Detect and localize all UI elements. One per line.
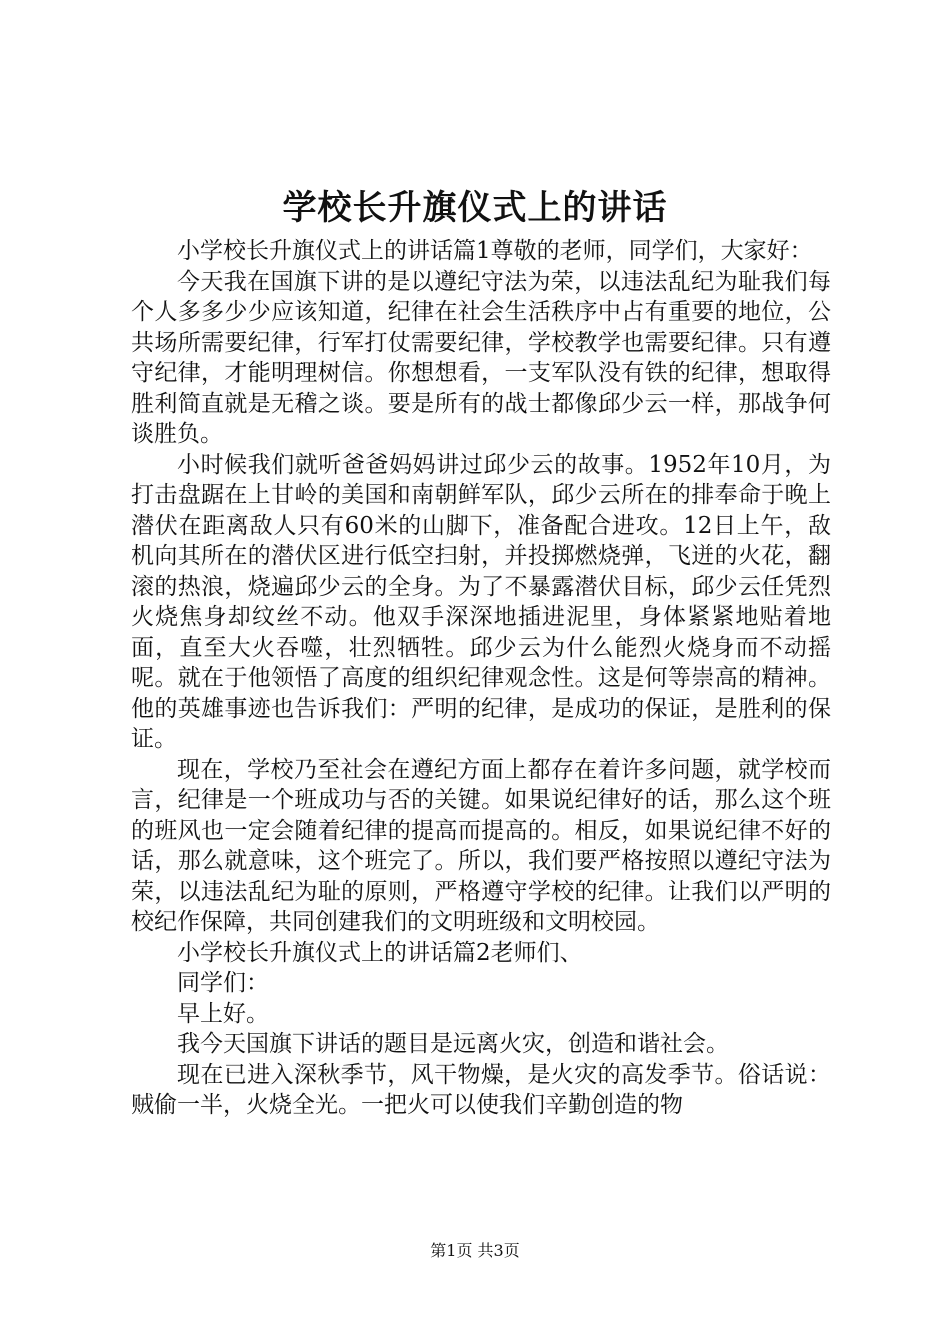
paragraph: 今天我在国旗下讲的是以遵纪守法为荣，以违法乱纪为耻我们每个人多多少少应该知道，纪律在社会生活秩序中占有重要的地位，公共场所需要纪律，行军打仗需要纪律，学校教学也需要纪律。只有遵守纪律，才能明理树信。你想想看，一支军队没有铁的纪律，想取得胜利简直就是无稽之谈。要是所有的战士都像邱少云一样，那战争何谈胜负。 (131, 268, 831, 447)
paragraph: 同学们： (177, 970, 269, 996)
paragraph: 早上好。 (177, 1000, 269, 1027)
document-title: 学校长升旗仪式上的讲话 (282, 188, 668, 228)
paragraph: 我今天国旗下讲话的题目是远离火灾，创造和谐社会。 (177, 1031, 729, 1057)
paragraph: 小时候我们就听爸爸妈妈讲过邱少云的故事。1952年10月，为打击盘踞在上甘岭的美国和南朝鲜军队，邱少云所在的排奉命于晚上潜伏在距离敌人只有60米的山脚下，准备配合进攻。12日上午，敌机向其所在的潜伏区进行低空扫射，并投掷燃烧弹，飞迸的火花，翻滚的热浪，烧遍邱少云的全身。为了不暴露潜伏目标，邱少云任凭烈火烧焦身却纹丝不动。他双手深深地插进泥里，身体紧紧地贴着地面，直至大火吞噬，壮烈牺牲。邱少云为什么能烈火烧身而不动摇呢。就在于他领悟了高度的组织纪律观念性。这是何等崇高的精神。他的英雄事迹也告诉我们：严明的纪律，是成功的保证，是胜利的保证。 (131, 451, 831, 752)
paragraph: 小学校长升旗仪式上的讲话篇2老师们、 (177, 939, 583, 966)
paragraph: 现在已进入深秋季节，风干物燥，是火灾的高发季节。俗话说：贼偷一半，火烧全光。一把火可以使我们辛勤创造的物 (131, 1061, 831, 1118)
paragraph: 小学校长升旗仪式上的讲话篇1尊敬的老师，同学们，大家好： (177, 238, 813, 264)
document-body (131, 236, 831, 1121)
paragraph: 现在，学校乃至社会在遵纪方面上都存在着许多问题，就学校而言，纪律是一个班成功与否的关键。如果说纪律好的话，那么这个班的班风也一定会随着纪律的提高而提高的。相反，如果说纪律不好的话，那么就意味，这个班完了。所以，我们要严格按照以遵纪守法为荣，以违法乱纪为耻的原则，严格遵守学校的纪律。让我们以严明的校纪作保障，共同创建我们的文明班级和文明校园。 (131, 756, 831, 935)
page-footer: 第1页 共3页 (430, 1241, 520, 1260)
